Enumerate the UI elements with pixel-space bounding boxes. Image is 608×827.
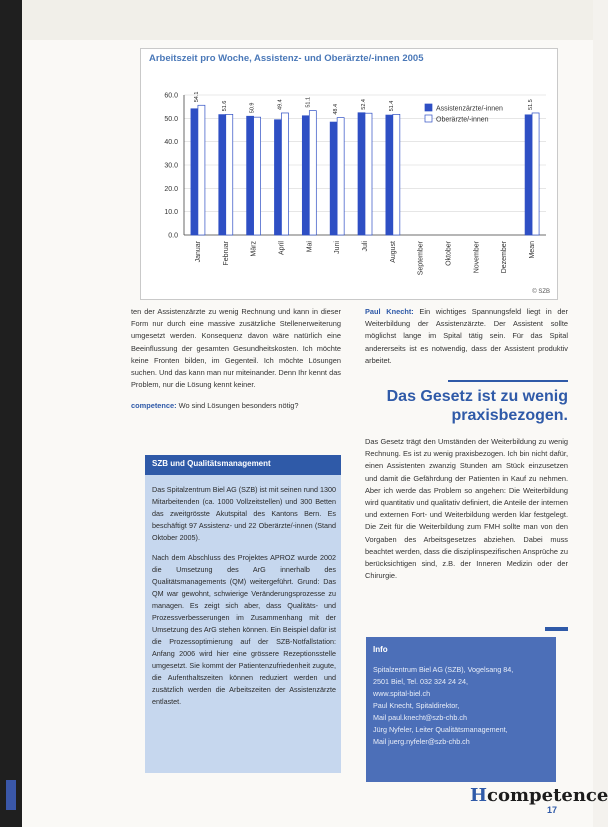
x-tick-label: Juni	[334, 241, 342, 254]
bar-assistenz	[330, 122, 337, 235]
bar-assistenz	[219, 115, 226, 235]
y-tick-label: 50.0	[164, 115, 178, 123]
x-tick-label: November	[473, 241, 481, 274]
y-tick-label: 10.0	[164, 209, 178, 217]
bar-ober	[254, 117, 261, 235]
question-speaker: competence:	[131, 401, 177, 411]
x-tick-label: Mai	[306, 241, 314, 253]
legend-swatch	[425, 115, 432, 122]
question-text: Wo sind Lösungen besonders nötig?	[176, 401, 299, 411]
legend-label: Assistenzärzte/-innen	[436, 105, 503, 113]
bar-assistenz	[386, 115, 393, 235]
chart-title: Arbeitszeit pro Woche, Assistenz- und Oberärzte/-innen 2005	[149, 53, 424, 64]
bar-value-label: 49.4	[277, 99, 284, 110]
y-tick-label: 20.0	[164, 185, 178, 193]
bar-ober	[198, 105, 205, 235]
bar-value-label: 48.4	[333, 103, 340, 115]
bar-ober	[309, 111, 316, 235]
bar-assistenz	[525, 115, 532, 235]
competence-logo	[470, 785, 608, 806]
szb-paragraph-2: Nach dem Abschluss des Projektes APROZ wurde 2002 die Umsetzung des ArG innerhalb des Qualitätsmanagements (QM) weitergeführt. Grund: Das QM war gewohnt, schwierige Veränderungsprozesse zu managen. Es zeigt sich aber, dass Qualitäts- und Prozessverbesserungen im Zusammenhang mit der Umsetzung des ArG stehen können. Ein Beispiel dafür ist die Prozessoptimierung auf der SZB-Notfallstation: Anfang 2006 wird hier eine grössere Rezeptionsstelle umgesetzt. Sie kommt der Patientenzufriedenheit zugute, die Aufenthaltszeiten können reduziert werden und zusätzlich werden die Arbeitszeiten der Assistenzärzte entlastet.	[152, 553, 336, 706]
x-tick-label: Dezember	[501, 241, 509, 274]
logo-word: competence	[487, 785, 608, 806]
page-number: 17	[547, 805, 558, 815]
info-line: 2501 Biel, Tel. 032 324 24 24,	[373, 677, 468, 686]
answer-speaker: Paul Knecht:	[365, 307, 414, 316]
bar-ober	[337, 118, 344, 235]
headline-rule	[448, 380, 568, 382]
legend-swatch	[425, 104, 432, 111]
bar-assistenz	[302, 116, 309, 235]
right-body-paragraph: Das Gesetz trägt den Umständen der Weiterbildung zu wenig Rechnung. Es ist zu wenig praxisbezogen. Ich bin nicht dafür, einen Assistenten zwanzig Stunden am Stück einzusetzen und damit die Gefährdung der Patienten in Kauf zu nehmen. Aber ich werde das Problem so angehen: Die Weiterbildung wird quantitativ und qualitativ definiert, die Anteile der internen und externen Fort- und Weiterbildung werden klar festgelegt. Die Zeit für die Weiterbildung zum FMH sollte man von den Vorgaben des Arbeitsgesetzes abziehen. Dabei muss beachtet werden, dass die disziplinspezifischen Ansprüche zu berücksichtigen sind, z.B. der Inneren Medizin oder der Chirurgie.	[365, 437, 568, 581]
szb-sidebar-text	[152, 484, 336, 716]
info-line: Jürg Nyfeler, Leiter Qualitätsmanagement,	[373, 725, 508, 734]
working-hours-chart	[140, 48, 556, 298]
info-link[interactable]: Mail paul.knecht@szb-chb.ch	[373, 713, 467, 722]
bar-value-label: 51.6	[221, 100, 228, 112]
y-tick-label: 60.0	[164, 92, 178, 100]
bar-value-label: 54.1	[193, 91, 200, 103]
info-line: Paul Knecht, Spitaldirektor,	[373, 701, 460, 710]
end-mark	[545, 627, 568, 631]
x-tick-label: September	[417, 241, 425, 276]
edge-strip	[6, 780, 16, 810]
bar-assistenz	[247, 116, 254, 235]
legend-label: Oberärzte/-innen	[436, 116, 489, 124]
top-shadow	[22, 0, 593, 40]
left-paragraph-1: ten der Assistenzärzte zu wenig Rechnung und kann in dieser Form nur durch eine massive zusätzliche Stellenerweiterung umgesetzt werden. Konsequenz davon wäre natürlich eine Beeinflussung der gesamten Gesundheitskosten. Ich möchte keine Fronten bilden, im Gegenteil. Ich möchte Lösungen suchen. Und das kann man nur miteinander. Denn Ihr kennt das Problem, nur die Lösung kennt keiner.	[131, 307, 341, 390]
bar-value-label: 51.4	[388, 100, 395, 112]
bar-ober	[532, 113, 539, 235]
y-tick-label: 0.0	[168, 232, 178, 240]
bar-assistenz	[358, 113, 365, 235]
logo-accent: H	[470, 785, 488, 806]
left-column-text	[131, 306, 341, 422]
bar-ober	[393, 114, 400, 235]
right-paragraph-1	[365, 306, 568, 367]
x-tick-label: März	[250, 241, 258, 257]
y-tick-label: 30.0	[164, 162, 178, 170]
left-question	[131, 400, 341, 412]
bar-ober	[226, 114, 233, 235]
info-line: Spitalzentrum Biel AG (SZB), Vogelsang 84,	[373, 665, 514, 674]
right-column-text	[365, 306, 568, 376]
right-column-body	[365, 436, 568, 591]
bar-ober	[365, 113, 372, 235]
x-tick-label: Oktober	[445, 241, 453, 266]
x-tick-label: Mean	[529, 241, 537, 259]
bar-value-label: 50.9	[249, 102, 256, 114]
info-link[interactable]: www.spital-biel.ch	[373, 689, 431, 698]
info-link[interactable]: Mail juerg.nyfeler@szb-chb.ch	[373, 737, 470, 746]
szb-sidebar-title: SZB und Qualitätsmanagement	[152, 459, 271, 468]
info-lines	[373, 664, 553, 748]
x-tick-label: April	[278, 241, 286, 256]
bar-value-label: 51.1	[305, 96, 312, 108]
info-title: Info	[373, 645, 388, 654]
bar-value-label: 52.4	[361, 99, 367, 110]
bar-ober	[281, 113, 288, 235]
x-tick-label: Juli	[362, 241, 369, 252]
x-tick-label: August	[389, 241, 397, 263]
x-tick-label: Januar	[194, 241, 202, 263]
scan-edge	[0, 0, 22, 827]
x-tick-label: Februar	[222, 241, 230, 266]
bar-assistenz	[274, 120, 281, 235]
bar-value-label: 51.5	[528, 99, 535, 110]
y-tick-label: 40.0	[164, 139, 178, 147]
answer-text: Ein wichtiges Spannungsfeld liegt in der Weiterbildung der Assistenzärzte. Der Assistent sollte möglichst lange im Spital tätig sein. Für das Spital andererseits ist es notwendig, dass der Assistent produktiv arbeitet.	[365, 307, 569, 365]
pull-quote-headline: Das Gesetz ist zu wenig praxisbezogen.	[386, 388, 568, 424]
szb-paragraph-1: Das Spitalzentrum Biel AG (SZB) ist mit seinen rund 1300 Mitarbeitenden (ca. 1000 Vollzeitstellen) und 300 Betten das zweitgrösste Akutspital des Kantons Bern. Es beschäftigt 97 Assistenz- und 22 Oberärzte/-innen (Stand Oktober 2005).	[152, 485, 336, 542]
chart-source: © SZB	[532, 289, 550, 295]
bar-assistenz	[191, 109, 198, 235]
